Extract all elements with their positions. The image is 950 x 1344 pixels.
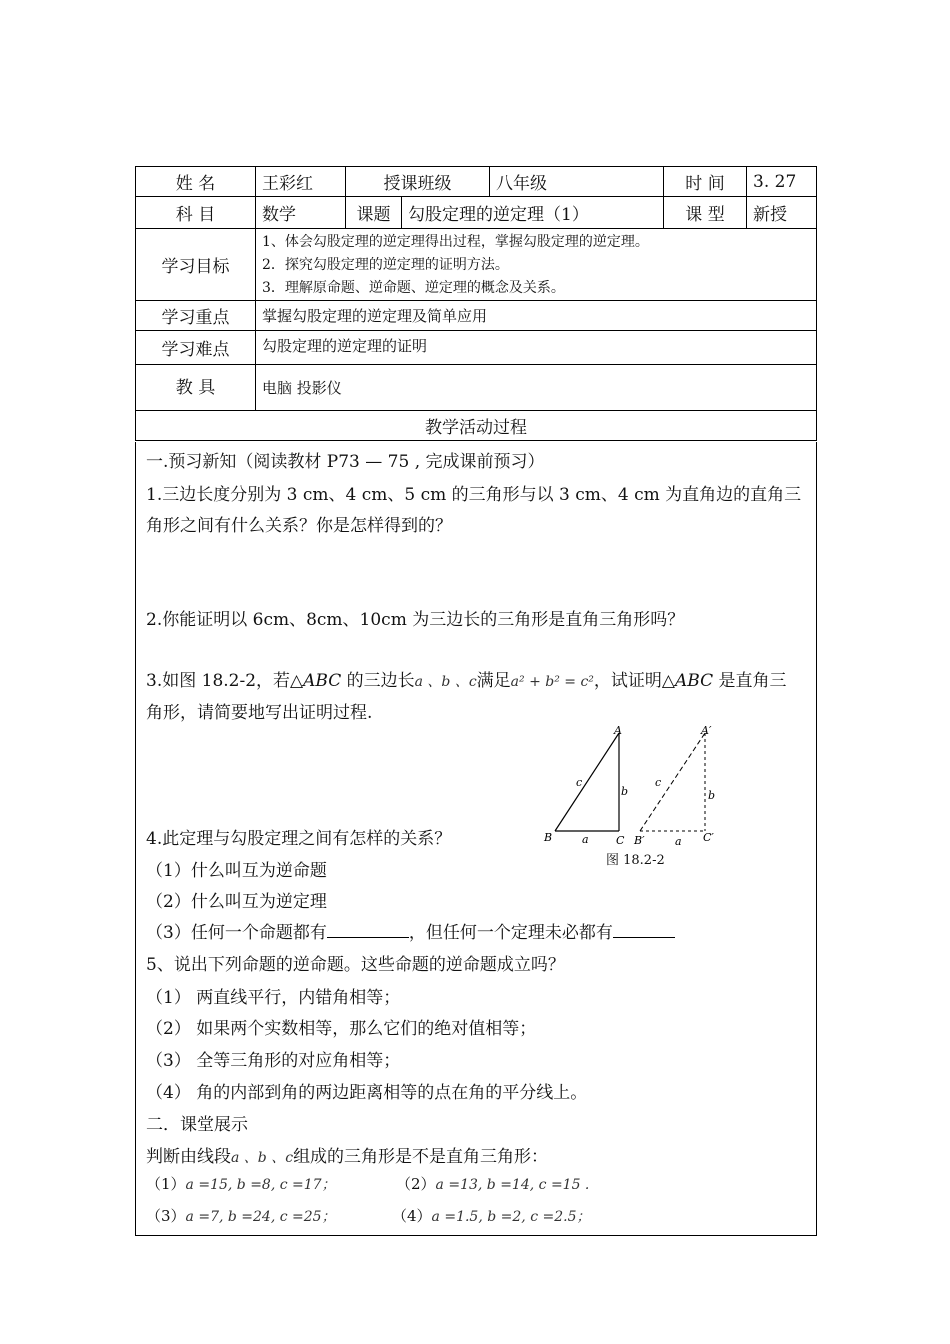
- question-5-4: （4） 角的内部到角的两边距离相等的点在角的平分线上。: [146, 1083, 588, 1103]
- question-5: 5、说出下列命题的逆命题。这些命题的逆命题成立吗？: [146, 955, 565, 975]
- focus-label: 学习重点: [136, 301, 256, 331]
- name-label: 姓 名: [136, 167, 256, 197]
- question-3-line-1: 3.如图 18.2-2，若△ABC 的三边长a 、b 、c满足a² + b² = c²，试证明△ABC 是直角三: [146, 671, 787, 691]
- class-value: 八年级: [490, 167, 664, 197]
- topic-value: 勾股定理的逆定理（1）: [402, 197, 664, 229]
- label-B: B: [544, 831, 553, 844]
- goal-item: 3．理解原命题、逆命题、逆定理的概念及关系。: [262, 280, 565, 296]
- label-a: a: [582, 833, 589, 846]
- question-5-2: （2） 如果两个实数相等，那么它们的绝对值相等；: [146, 1019, 537, 1039]
- question-4-2: （2）什么叫互为逆定理: [146, 892, 327, 912]
- label-A-prime: A′: [701, 724, 712, 737]
- label-a-prime: a: [675, 835, 682, 848]
- time-label: 时 间: [664, 167, 747, 197]
- section-preview-title: 一.预习新知（阅读教材 P73 — 75 , 完成课前预习）: [146, 452, 545, 472]
- question-1-line-2: 角形之间有什么关系？你是怎样得到的？: [146, 516, 452, 536]
- pythagorean-equation: a² + b² = c²: [510, 674, 594, 690]
- question-4-3: （3）任何一个命题都有 ，但任何一个定理未必都有: [146, 918, 675, 943]
- question-4: 4.此定理与勾股定理之间有怎样的关系？: [146, 829, 452, 849]
- focus-value: 掌握勾股定理的逆定理及简单应用: [256, 301, 817, 331]
- difficulty-value: 勾股定理的逆定理的证明: [256, 331, 817, 365]
- label-b: b: [621, 785, 629, 798]
- tools-value: 电脑 投影仪: [256, 365, 817, 411]
- label-c: c: [576, 776, 583, 789]
- topic-label: 课题: [346, 197, 402, 229]
- answer-blank: [327, 921, 409, 938]
- time-value: 3. 27: [747, 167, 817, 197]
- type-value: 新授: [747, 197, 817, 229]
- question-5-1: （1） 两直线平行，内错角相等；: [146, 988, 401, 1008]
- question-3-line-2: 角形，请简要地写出证明过程.: [146, 703, 373, 723]
- answer-blank: [613, 921, 675, 938]
- triangle-diagram: [535, 720, 745, 870]
- side-variables: a 、b 、c: [414, 674, 477, 690]
- difficulty-label: 学习难点: [136, 331, 256, 365]
- goals-list: [256, 229, 817, 301]
- figure-caption: 图 18.2-2: [606, 853, 665, 868]
- lesson-header-table: [135, 166, 817, 441]
- label-B-prime: B′: [634, 834, 645, 847]
- label-C-prime: C′: [703, 831, 714, 844]
- subject-label: 科 目: [136, 197, 256, 229]
- process-title: 教学活动过程: [136, 411, 817, 441]
- class-label: 授课班级: [346, 167, 490, 197]
- type-label: 课 型: [664, 197, 747, 229]
- judge-instruction: 判断由线段a 、b 、c组成的三角形是不是直角三角形：: [146, 1147, 549, 1167]
- triangle-figure: [535, 720, 745, 870]
- left-triangle-hypotenuse: [555, 733, 619, 831]
- right-triangle-hypotenuse: [640, 733, 705, 831]
- triangle-name: ABC: [303, 671, 342, 691]
- exercise-4: （4）a =1.5, b =2, c =2.5；: [392, 1207, 591, 1225]
- triangle-name: ABC: [675, 671, 714, 691]
- label-A: A: [614, 724, 622, 737]
- exercise-3: （3）a =7, b =24, c =25；: [146, 1207, 336, 1225]
- tools-label: 教 具: [136, 365, 256, 411]
- label-b-prime: b: [708, 789, 716, 802]
- label-c-prime: c: [655, 776, 662, 789]
- goal-item: 2．探究勾股定理的逆定理的证明方法。: [262, 257, 509, 273]
- question-4-1: （1）什么叫互为逆命题: [146, 861, 327, 881]
- goals-label: 学习目标: [136, 229, 256, 301]
- question-1-line-1: 1.三边长度分别为 3 cm、4 cm、5 cm 的三角形与以 3 cm、4 cm 为直角边的直角三: [146, 485, 802, 505]
- section-display-title: 二．课堂展示: [146, 1115, 248, 1135]
- side-variables: a 、b 、c: [231, 1150, 294, 1166]
- label-C: C: [616, 834, 625, 847]
- teacher-name: 王彩红: [256, 167, 346, 197]
- subject-value: 数学: [256, 197, 346, 229]
- exercise-2: （2）a =13, b =14, c =15 .: [396, 1175, 590, 1193]
- question-5-3: （3） 全等三角形的对应角相等；: [146, 1051, 401, 1071]
- goal-item: 1、体会勾股定理的逆定理得出过程，掌握勾股定理的逆定理。: [262, 234, 649, 250]
- question-2: 2.你能证明以 6cm、8cm、10cm 为三边长的三角形是直角三角形吗？: [146, 610, 685, 630]
- exercise-1: （1）a =15, b =8, c =17；: [146, 1175, 336, 1193]
